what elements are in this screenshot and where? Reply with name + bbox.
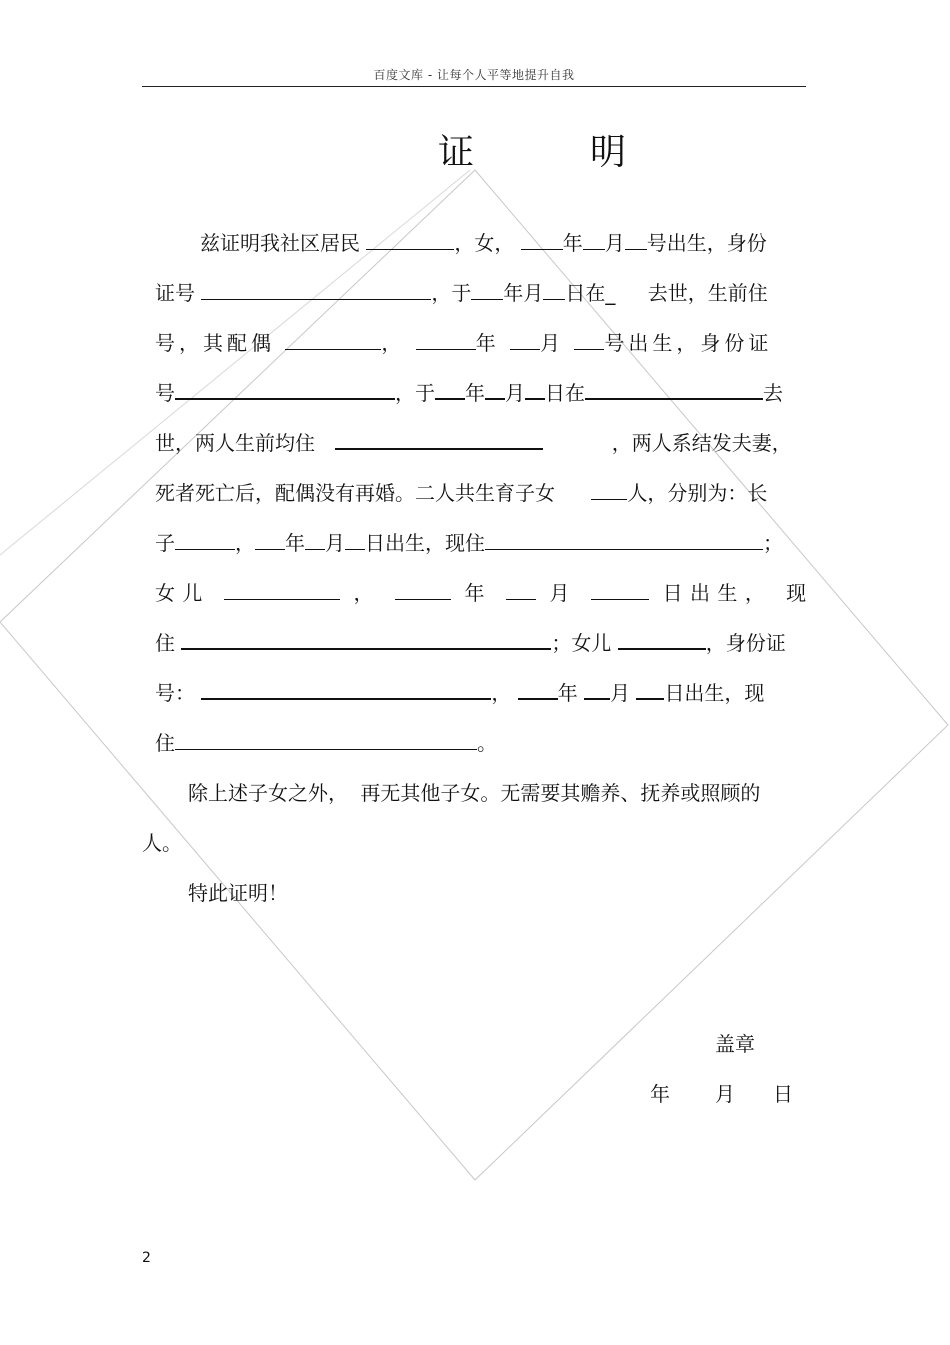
blank-son-birth-day [345, 530, 365, 550]
header-text: 百度文库 - 让每个人平等地提升自我 [373, 68, 575, 82]
blank-daughter2-residence [175, 730, 477, 750]
text-segment: 兹证明我社区居民 [200, 231, 360, 255]
text-segment: 号出生，身份 [646, 231, 767, 255]
body-line-13 [142, 828, 342, 858]
blank-spouse-birth-day [574, 330, 604, 350]
text-segment: 日出生，现 [664, 681, 765, 705]
text-segment: 子 [155, 531, 175, 555]
title-char-ming: 明 [590, 132, 627, 173]
text-segment: 死者死亡后，配偶没有再婚。二人共生育子女 [155, 481, 555, 505]
body-line-7 [155, 528, 806, 558]
blank-birth-year [521, 230, 563, 250]
blank-spouse-birth-year [416, 330, 476, 350]
text-segment: ，女， [454, 231, 515, 255]
text-segment: 日在_ [565, 281, 616, 305]
text-segment: 年月 [503, 281, 544, 305]
text-segment: ，于 [395, 381, 435, 405]
blank-daughter1-birth-day [591, 580, 649, 600]
blank-death-day [543, 280, 565, 300]
text-segment: 证号 [155, 281, 195, 305]
text-segment: ， [381, 331, 406, 355]
text-segment: 年 [465, 381, 485, 405]
blank-daughter2-birth-day [636, 679, 664, 700]
blank-daughter1-name [224, 580, 340, 600]
date-month-label: 月 [715, 1082, 735, 1106]
text-segment: 人，分别为：长 [627, 481, 768, 505]
blank-birth-day [625, 230, 647, 250]
blank-spouse-death-year [435, 379, 465, 400]
text-segment: ；女儿 [551, 631, 612, 655]
text-segment: 世，两人生前均住 [155, 431, 315, 455]
text-segment: 去 [763, 381, 783, 405]
blank-death-year [471, 280, 503, 300]
text-segment: ，身份证 [705, 631, 786, 655]
title-char-zheng: 证 [438, 132, 475, 173]
blank-spouse-death-day [525, 379, 545, 400]
text-segment: 去世，生前住 [647, 281, 768, 305]
blank-resident-name [366, 230, 454, 250]
body-line-10 [155, 678, 806, 708]
text-segment: ，两人系结发夫妻， [611, 431, 792, 455]
blank-daughter2-id-number [201, 679, 491, 700]
body-line-3 [155, 328, 806, 358]
blank-id-number [201, 280, 431, 300]
body-line-4 [155, 378, 806, 408]
text-segment: ， [235, 531, 255, 555]
text-segment: 月 [325, 531, 345, 555]
text-segment: 女儿 [155, 581, 210, 605]
blank-daughter2-name [618, 629, 706, 650]
text-segment: 年 [562, 231, 583, 255]
text-segment: 日在 [545, 381, 585, 405]
text-segment: 月 [604, 231, 625, 255]
header-rule [142, 86, 806, 87]
body-line-11 [155, 728, 806, 758]
blank-son-residence [485, 530, 763, 550]
text-segment: 特此证明！ [188, 881, 288, 905]
text-segment: 再无其他子女。无需要其赡养、抚养或照顾的 [360, 781, 761, 805]
blank-shared-residence [335, 429, 543, 450]
body-line-2 [155, 278, 806, 308]
text-segment: 号： [155, 681, 195, 705]
text-segment: 月 [549, 581, 577, 605]
text-segment: 号 [155, 381, 175, 405]
seal-label: 盖章 [715, 1032, 755, 1056]
text-segment: 月 [505, 381, 525, 405]
body-line-1 [200, 228, 806, 258]
text-segment: ， [353, 581, 381, 605]
text-segment: 日出生， [662, 581, 773, 605]
blank-spouse-id-number [175, 379, 395, 400]
text-segment: 日出生，现住 [365, 531, 485, 555]
body-line-9 [155, 628, 806, 658]
body-line-14 [188, 878, 488, 908]
blank-daughter1-birth-year [395, 580, 451, 600]
blank-spouse-birth-month [510, 330, 540, 350]
text-segment: 人。 [142, 831, 182, 855]
blank-daughter2-birth-year [518, 679, 558, 700]
blank-son-name [175, 530, 235, 550]
text-segment: ，于 [431, 281, 472, 305]
text-segment: 除上述子女之外， [188, 781, 348, 805]
date-day-label: 日 [773, 1082, 793, 1106]
body-line-8 [155, 578, 806, 608]
text-segment: 号出生，身份证 [604, 331, 773, 355]
text-segment: 年 [464, 581, 492, 605]
blank-children-count [591, 480, 627, 500]
text-segment: 年 [557, 681, 578, 705]
body-line-5 [155, 428, 806, 458]
text-segment: ， [491, 681, 512, 705]
blank-spouse-death-place [585, 379, 763, 400]
blank-daughter1-residence [181, 629, 551, 650]
blank-son-birth-year [255, 530, 285, 550]
blank-daughter2-birth-month [584, 679, 610, 700]
text-segment: 月 [610, 681, 631, 705]
text-segment: 住 [155, 731, 175, 755]
text-segment: 年 [285, 531, 305, 555]
text-segment: 住 [155, 631, 175, 655]
text-segment: 年 [475, 331, 500, 355]
blank-birth-month [583, 230, 605, 250]
blank-spouse-death-month [485, 379, 505, 400]
blank-spouse-name [285, 330, 381, 350]
body-line-6 [155, 478, 806, 508]
blank-son-birth-month [305, 530, 325, 550]
page-number: 2 [142, 1250, 151, 1266]
text-segment: 月 [540, 331, 565, 355]
text-segment: ； [763, 531, 783, 555]
blank-daughter1-birth-month [506, 580, 536, 600]
text-segment: 现 [786, 581, 807, 605]
body-line-12 [188, 778, 806, 808]
text-segment: 。 [477, 731, 497, 755]
date-year-label: 年 [650, 1082, 670, 1106]
text-segment: 号，其配偶 [155, 331, 275, 355]
